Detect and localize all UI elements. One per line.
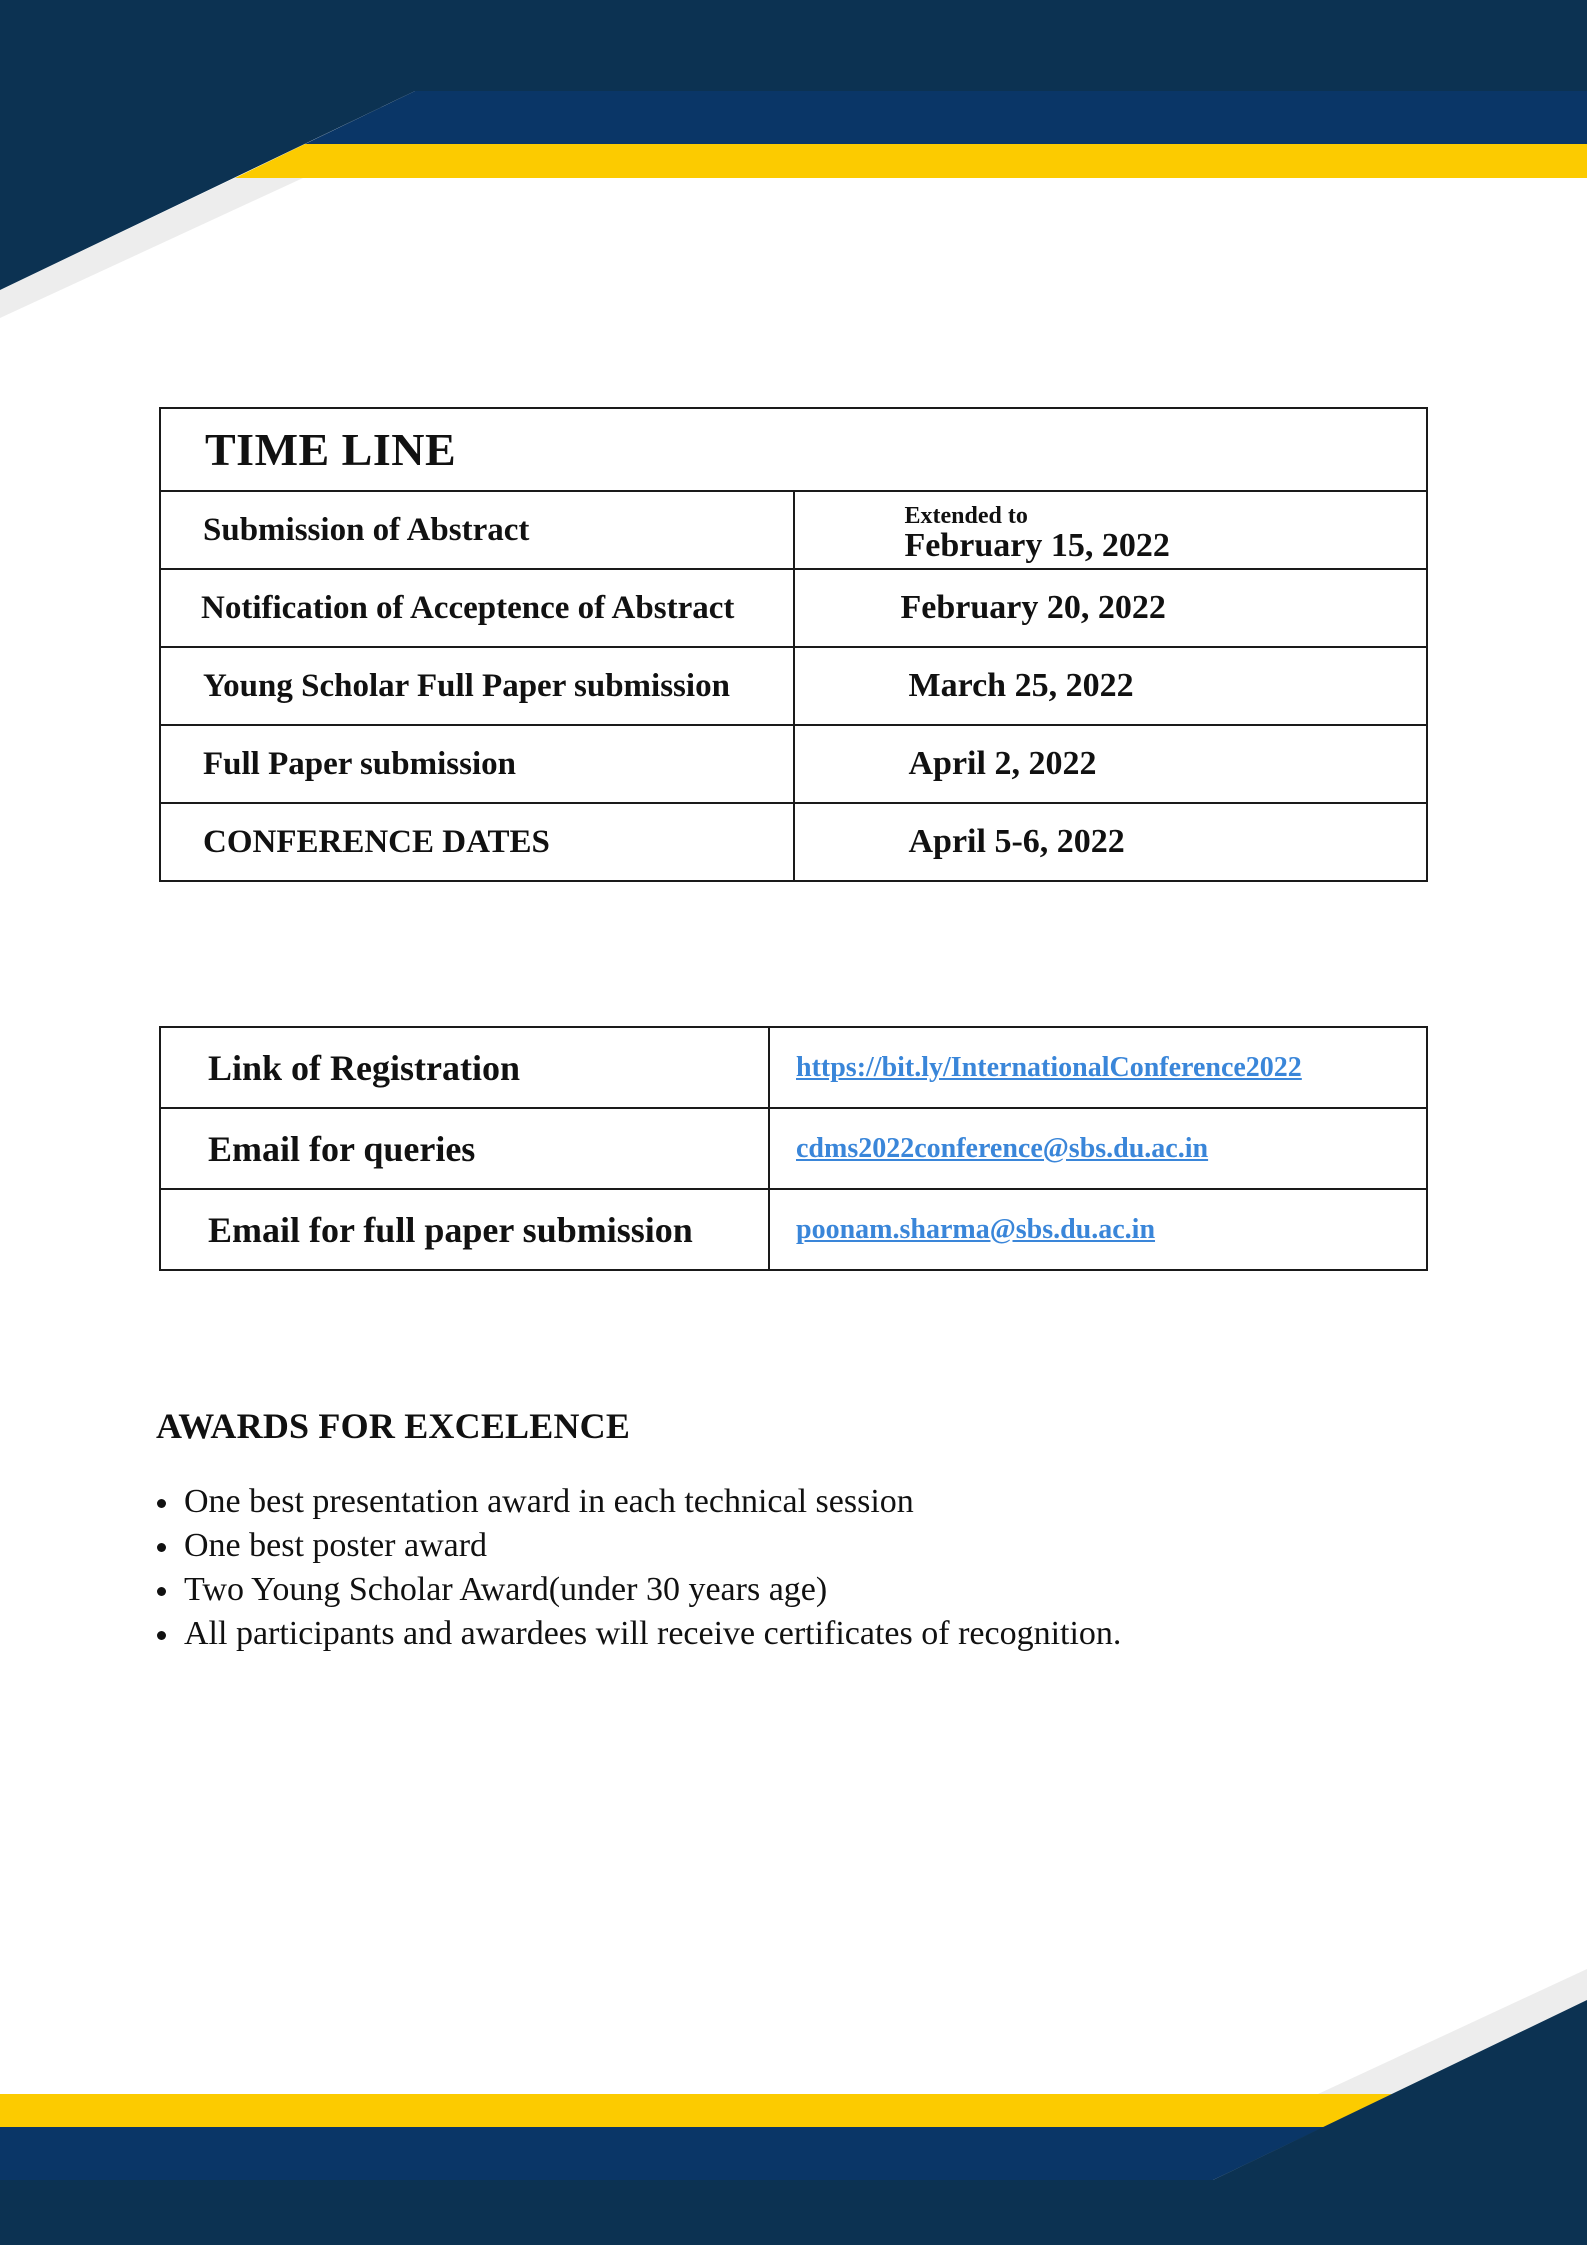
timeline-label: Notification of Acceptence of Abstract [160, 569, 794, 647]
table-row [160, 491, 1427, 569]
timeline-label: Young Scholar Full Paper submission [160, 647, 794, 725]
awards-heading: AWARDS FOR EXCELENCE [156, 1406, 631, 1446]
table-row [160, 725, 1427, 803]
table-row [160, 1027, 1427, 1108]
timeline-table [159, 407, 1428, 882]
list-item [156, 1568, 1456, 1612]
table-row [160, 647, 1427, 725]
table-row [160, 803, 1427, 881]
list-item [156, 1612, 1456, 1656]
awards-section [156, 1402, 1456, 1656]
award-text: All participants and awardees will receive certificates of recognition. [184, 1615, 1122, 1652]
award-text: One best presentation award in each technical session [184, 1483, 914, 1520]
timeline-label: CONFERENCE DATES [160, 803, 794, 881]
paper-email-cell [769, 1189, 1427, 1270]
navy-band [0, 2127, 1324, 2180]
timeline-date: April 5-6, 2022 [794, 803, 1428, 881]
yellow-band [0, 2094, 1392, 2127]
registration-label: Link of Registration [160, 1027, 769, 1108]
timeline-date-cell [794, 491, 1428, 569]
table-row [160, 1108, 1427, 1189]
registration-table [159, 1026, 1428, 1271]
list-item [156, 1524, 1456, 1568]
yellow-band [235, 144, 1587, 178]
queries-email-cell [769, 1108, 1427, 1189]
table-row [160, 569, 1427, 647]
timeline-date: February 20, 2022 [794, 569, 1428, 647]
table-row [160, 1189, 1427, 1270]
award-text: Two Young Scholar Award(under 30 years age) [184, 1571, 828, 1608]
timeline-title: TIME LINE [160, 408, 1427, 491]
header-decoration [0, 0, 1587, 330]
queries-email-link[interactable]: cdms2022conference@sbs.du.ac.in [796, 1132, 1209, 1164]
timeline-header-row [160, 408, 1427, 491]
bullet-icon [157, 1499, 166, 1508]
extension-note: Extended to [904, 502, 1028, 529]
navy-band [305, 91, 1587, 144]
registration-link[interactable]: https://bit.ly/InternationalConference2022 [796, 1051, 1302, 1083]
awards-list [156, 1480, 1456, 1656]
bullet-icon [157, 1631, 166, 1640]
timeline-date: March 25, 2022 [794, 647, 1428, 725]
timeline-date: February 15, 2022 [904, 526, 1170, 564]
queries-email-label: Email for queries [160, 1108, 769, 1189]
timeline-date: April 2, 2022 [794, 725, 1428, 803]
bullet-icon [157, 1587, 166, 1596]
list-item [156, 1480, 1456, 1524]
paper-email-label: Email for full paper submission [160, 1189, 769, 1270]
registration-link-cell [769, 1027, 1427, 1108]
paper-email-link[interactable]: poonam.sharma@sbs.du.ac.in [796, 1213, 1156, 1245]
footer-decoration [0, 1950, 1587, 2245]
bullet-icon [157, 1543, 166, 1552]
timeline-label: Submission of Abstract [160, 491, 794, 569]
timeline-label: Full Paper submission [160, 725, 794, 803]
award-text: One best poster award [184, 1527, 488, 1564]
